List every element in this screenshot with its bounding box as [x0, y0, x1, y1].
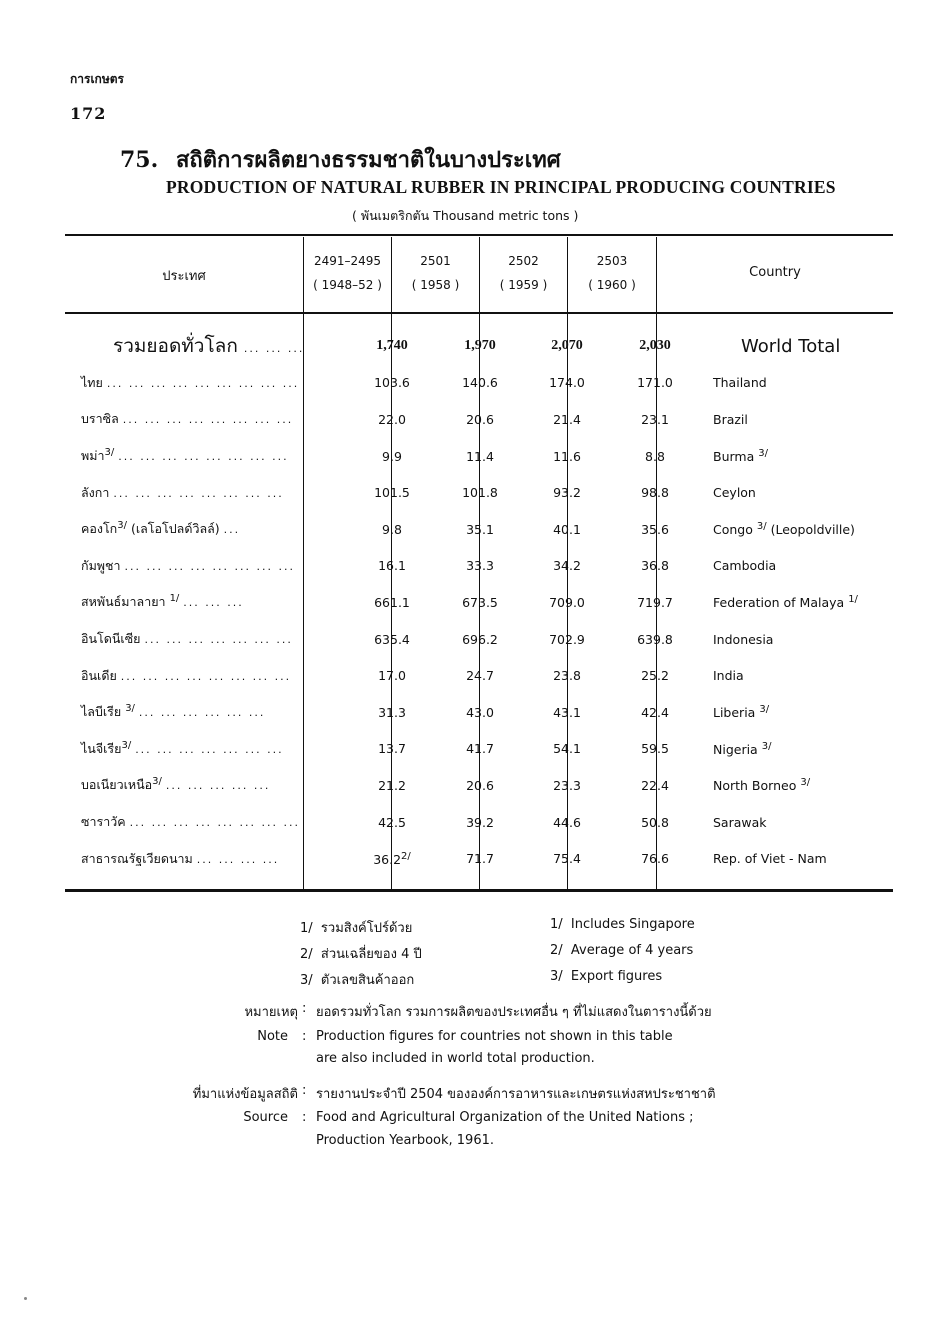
footnote-mark: 3/ — [761, 740, 772, 752]
section-header: การเกษตร — [70, 72, 124, 86]
country-thai-text: ไทย — [81, 374, 103, 390]
country-english-text: Congo — [713, 522, 753, 538]
remark-text-thai: ยอดรวมทั่วโลก รวมการผลิตของประเทศอื่น ๆ ที่ไม่แสดงในตารางนี้ด้วย — [316, 1005, 712, 1020]
value-1948-52: 101.5 — [374, 485, 410, 501]
title-english: PRODUCTION OF NATURAL RUBBER IN PRINCIPAL PRODUCING COUNTRIES — [166, 177, 836, 197]
country-english: India — [713, 668, 744, 684]
source-line-2: Production Yearbook, 1961. — [316, 1133, 494, 1148]
country-english: Cambodia — [713, 558, 777, 574]
header-year-english: ( 1958 ) — [411, 278, 460, 292]
footnote-mark: 3/ — [800, 777, 811, 789]
leader-dots: ... ... ... — [243, 342, 305, 356]
value-1959: 23.3 — [553, 777, 581, 793]
country-english-text: Nigeria — [713, 741, 758, 757]
country-english — [699, 438, 858, 475]
title-thai — [120, 142, 561, 177]
table-row — [65, 767, 858, 804]
header-year-thai: 2502 — [508, 254, 539, 268]
value-1959: 44.6 — [553, 814, 581, 830]
leader-dots: ... ... ... ... ... ... ... ... — [118, 450, 289, 464]
leader-dots: ... ... ... ... ... ... ... ... — [122, 413, 294, 427]
country-thai — [65, 621, 347, 658]
value-1958: 20.6 — [466, 411, 494, 427]
country-thai-text: ลังกา — [81, 484, 110, 500]
value-1960: 35.6 — [641, 521, 669, 537]
country-thai-text: อินโดนีเซีย — [81, 631, 141, 647]
country-thai — [65, 548, 347, 585]
country-thai-text: พม่า — [81, 448, 105, 464]
value-1960: 719.7 — [637, 594, 673, 610]
country-thai-text: ไลบีเรีย — [81, 704, 122, 720]
country-thai-text: บราซิล — [81, 411, 119, 427]
value-1959: 23.8 — [553, 668, 581, 684]
leader-dots: ... ... ... ... ... ... ... ... — [124, 559, 295, 573]
footnote-english-1 — [550, 917, 695, 932]
value-1959: 21.4 — [553, 411, 581, 427]
country-thai — [65, 584, 347, 621]
remark-label-thai: หมายเหตุ — [244, 1005, 298, 1020]
header-country-thai: ประเทศ — [162, 269, 206, 284]
value-1958: 140.6 — [462, 375, 498, 391]
value-1958: 43.0 — [466, 704, 494, 720]
footnote-text: ตัวเลขสินค้าออก — [320, 973, 415, 988]
footnote-mark: 3/ — [152, 776, 162, 788]
country-english-text: Burma — [713, 449, 755, 465]
footnote-text: Includes Singapore — [570, 917, 695, 932]
value-1959: 34.2 — [553, 558, 581, 574]
leader-dots: ... ... ... ... ... ... — [138, 706, 266, 720]
header-country-english: Country — [749, 265, 801, 280]
footnote-thai-3 — [300, 969, 414, 990]
country-english: World Total — [741, 335, 841, 357]
country-thai-text: ซาราวัค — [81, 814, 126, 830]
value-1959: 75.4 — [553, 851, 581, 867]
country-thai — [65, 657, 347, 694]
country-english-text: Liberia — [713, 705, 756, 721]
source-colon-thai: : — [302, 1083, 307, 1098]
table-row — [65, 584, 858, 621]
country-english — [699, 511, 858, 548]
country-thai-text: รวมยอดทั่วโลก — [113, 335, 238, 358]
country-thai-text: ไนจีเรีย — [81, 740, 122, 756]
units-label: ( พันเมตริกตัน Thousand metric tons ) — [352, 208, 579, 223]
footnote-thai-2 — [300, 943, 422, 964]
footnote-mark: 3/ — [758, 448, 768, 459]
country-english — [699, 584, 858, 621]
header-year-thai: 2503 — [596, 254, 628, 268]
value-1958: 24.7 — [466, 668, 494, 684]
country-thai-text: บอเนียวเหนือ — [81, 777, 153, 793]
country-thai — [65, 328, 347, 365]
value-1959: 174.0 — [549, 375, 585, 391]
table-row — [65, 731, 858, 768]
country-english-text: North Borneo — [713, 778, 797, 794]
bottom-rule — [65, 889, 893, 892]
value-1959: 93.2 — [553, 485, 581, 501]
value-1960: 59.5 — [641, 741, 669, 757]
table-row — [65, 474, 858, 511]
value-1960: 2,030 — [639, 338, 671, 354]
value-1959: 709.0 — [549, 594, 585, 610]
value-1948-52: 42.5 — [378, 814, 406, 830]
leader-dots: ... — [223, 523, 241, 537]
value-1958: 101.8 — [462, 485, 498, 501]
value-1948-52: 21.2 — [378, 777, 406, 793]
leader-dots: ... ... ... ... ... ... ... ... — [113, 486, 284, 500]
value-1948-52: 661.1 — [374, 594, 410, 610]
source-label-thai: ที่มาแห่งข้อมูลสถิติ — [192, 1087, 298, 1102]
value-1959: 11.6 — [553, 448, 581, 464]
footnote-text: ส่วนเฉลี่ยของ 4 ปี — [320, 947, 422, 962]
header-col-3 — [480, 254, 567, 292]
title-thai-text: สถิติการผลิตยางธรรมชาติในบางประเทศ — [175, 147, 561, 173]
footnote-english-2 — [550, 943, 693, 958]
table-row — [65, 401, 858, 438]
country-english — [699, 694, 858, 731]
footnote-text: Export figures — [570, 969, 663, 984]
value-1958: 41.7 — [466, 741, 494, 757]
footnote-mark: 2/ — [300, 947, 313, 962]
country-english: Sarawak — [713, 814, 767, 830]
country-thai — [65, 474, 347, 511]
country-thai — [65, 401, 347, 438]
country-thai — [65, 694, 347, 731]
header-col-4 — [568, 254, 656, 292]
table-row — [65, 548, 858, 585]
country-thai — [65, 767, 347, 804]
footnote-mark: 3/ — [121, 739, 132, 751]
footnote-mark: 1/ — [848, 594, 858, 606]
footnote-mark: 1/ — [300, 921, 313, 936]
value-1960: 36.8 — [641, 558, 669, 574]
country-english: Thailand — [713, 375, 767, 391]
table-row — [65, 365, 858, 402]
value-1960: 8.8 — [645, 448, 665, 464]
rubber-production-table — [65, 328, 858, 877]
country-thai — [65, 365, 347, 402]
leader-dots: ... ... ... ... ... ... ... — [144, 633, 293, 647]
value-1959: 40.1 — [553, 521, 581, 537]
table-row — [65, 511, 858, 548]
note-label: Note — [257, 1029, 288, 1044]
value-1960: 25.2 — [641, 668, 669, 684]
value-1948-52 — [347, 840, 437, 877]
value-1958: 673.5 — [462, 594, 498, 610]
value-1948-52: 9.9 — [382, 448, 402, 464]
header-year-english: ( 1960 ) — [588, 278, 636, 292]
value-1959: 54.1 — [553, 741, 581, 757]
footnote-mark: 3/ — [104, 446, 115, 458]
value-1960: 98.8 — [641, 485, 669, 501]
leader-dots: ... ... ... ... ... ... ... ... — [120, 669, 292, 683]
leader-dots: ... ... ... ... ... ... ... — [135, 742, 284, 756]
country-thai-qualifier: (เลโอโปลด์วิลล์) — [130, 521, 220, 537]
header-col-2 — [392, 254, 479, 292]
country-english-qualifier: (Leopoldville) — [770, 522, 855, 538]
footnote-text: Average of 4 years — [570, 943, 694, 958]
value-1960: 50.8 — [641, 814, 669, 830]
value-1960: 639.8 — [637, 631, 673, 647]
country-thai — [65, 840, 347, 877]
value-1958: 1,970 — [464, 338, 496, 354]
table-row — [65, 840, 858, 877]
value-1959: 43.1 — [553, 704, 581, 720]
scan-speck — [24, 1297, 27, 1300]
value-1948-52: 22.0 — [378, 411, 406, 427]
value-1958: 35.1 — [466, 521, 494, 537]
value-1948-52: 103.6 — [374, 375, 410, 391]
value-1960: 23.1 — [641, 411, 669, 427]
footnote-mark: 3/ — [756, 521, 767, 533]
table-row — [65, 657, 858, 694]
note-line-1: Production figures for countries not shown in this table — [316, 1029, 673, 1044]
table-row — [65, 438, 858, 475]
country-thai-text: สาธารณรัฐเวียดนาม — [81, 850, 193, 866]
leader-dots: ... ... ... ... — [196, 852, 280, 866]
country-thai-text: คองโก — [81, 521, 118, 537]
value-1958: 696.2 — [462, 631, 498, 647]
value-1948-52: 16.1 — [378, 558, 406, 574]
value-1958: 39.2 — [466, 814, 494, 830]
footnote-text: รวมสิงค์โปร์ด้วย — [320, 921, 413, 936]
leader-dots: ... ... ... ... ... ... ... ... — [129, 816, 301, 830]
country-thai — [65, 804, 347, 841]
table-row — [65, 804, 858, 841]
country-english — [699, 767, 858, 804]
value-text: 36.2 — [373, 851, 402, 867]
header-year-english: ( 1959 ) — [499, 278, 548, 292]
source-colon: : — [302, 1110, 307, 1125]
table-row-world-total — [65, 328, 858, 365]
footnote-mark: 3/ — [550, 969, 563, 984]
page-number: 172 — [70, 104, 107, 123]
footnote-mark: 2/ — [550, 943, 563, 958]
value-1948-52: 31.3 — [378, 704, 406, 720]
value-1959: 2,070 — [551, 338, 583, 354]
footnote-mark: 3/ — [125, 703, 135, 715]
country-thai — [65, 438, 347, 475]
source-text-thai: รายงานประจำปี 2504 ขององค์การอาหารและเกษตรแห่งสหประชาชาติ — [316, 1087, 716, 1102]
value-1948-52: 9.8 — [382, 521, 402, 537]
value-1959: 702.9 — [549, 631, 585, 647]
footnote-thai-1 — [300, 917, 412, 938]
leader-dots: ... ... ... — [183, 596, 244, 610]
footnote-mark: 1/ — [169, 593, 180, 605]
value-1958: 11.4 — [466, 448, 494, 464]
source-line-1: Food and Agricultural Organization of the United Nations ; — [316, 1110, 694, 1125]
country-english-text: Federation of Malaya — [713, 595, 845, 611]
value-1960: 76.6 — [641, 851, 669, 867]
country-thai-text: สหพันธ์มาลายา — [81, 594, 166, 610]
note-line-2: are also included in world total production. — [316, 1051, 595, 1066]
footnote-mark: 1/ — [550, 917, 563, 932]
top-rule — [65, 234, 893, 236]
value-1958: 33.3 — [466, 558, 494, 574]
header-year-thai: 2501 — [420, 254, 451, 268]
leader-dots: ... ... ... ... ... ... ... ... ... — [106, 376, 300, 390]
value-1958: 20.6 — [466, 777, 494, 793]
country-thai-text: อินเดีย — [81, 667, 117, 683]
table-row — [65, 694, 858, 731]
table-row — [65, 621, 858, 658]
footnote-mark: 3/ — [117, 520, 127, 532]
footnote-mark: 2/ — [401, 850, 411, 862]
value-1948-52: 17.0 — [378, 668, 406, 684]
header-year-thai: 2491–2495 — [313, 254, 382, 268]
remark-colon: : — [302, 1001, 307, 1016]
value-1948-52: 1,740 — [376, 338, 408, 354]
header-year-english: ( 1948–52 ) — [313, 278, 382, 292]
country-english: Brazil — [713, 411, 748, 427]
country-thai-text: กัมพูชา — [81, 557, 121, 573]
footnote-mark: 3/ — [300, 973, 313, 988]
value-1948-52: 635.4 — [374, 631, 410, 647]
value-1960: 42.4 — [641, 704, 669, 720]
source-label: Source — [243, 1110, 288, 1125]
note-colon: : — [302, 1029, 307, 1044]
table-number: 75. — [120, 147, 159, 173]
country-thai — [65, 731, 347, 768]
country-english: Rep. of Viet - Nam — [713, 851, 827, 867]
value-1960: 171.0 — [637, 375, 673, 391]
country-thai — [65, 511, 347, 548]
country-english — [699, 731, 858, 768]
value-1958: 71.7 — [466, 851, 494, 867]
header-col-1 — [304, 254, 391, 292]
country-english: Ceylon — [713, 485, 756, 501]
country-english: Indonesia — [713, 631, 774, 647]
value-1960: 22.4 — [641, 777, 669, 793]
footnote-english-3 — [550, 969, 662, 984]
value-1948-52: 13.7 — [378, 741, 406, 757]
leader-dots: ... ... ... ... ... — [165, 779, 271, 793]
footnote-mark: 3/ — [759, 704, 770, 716]
